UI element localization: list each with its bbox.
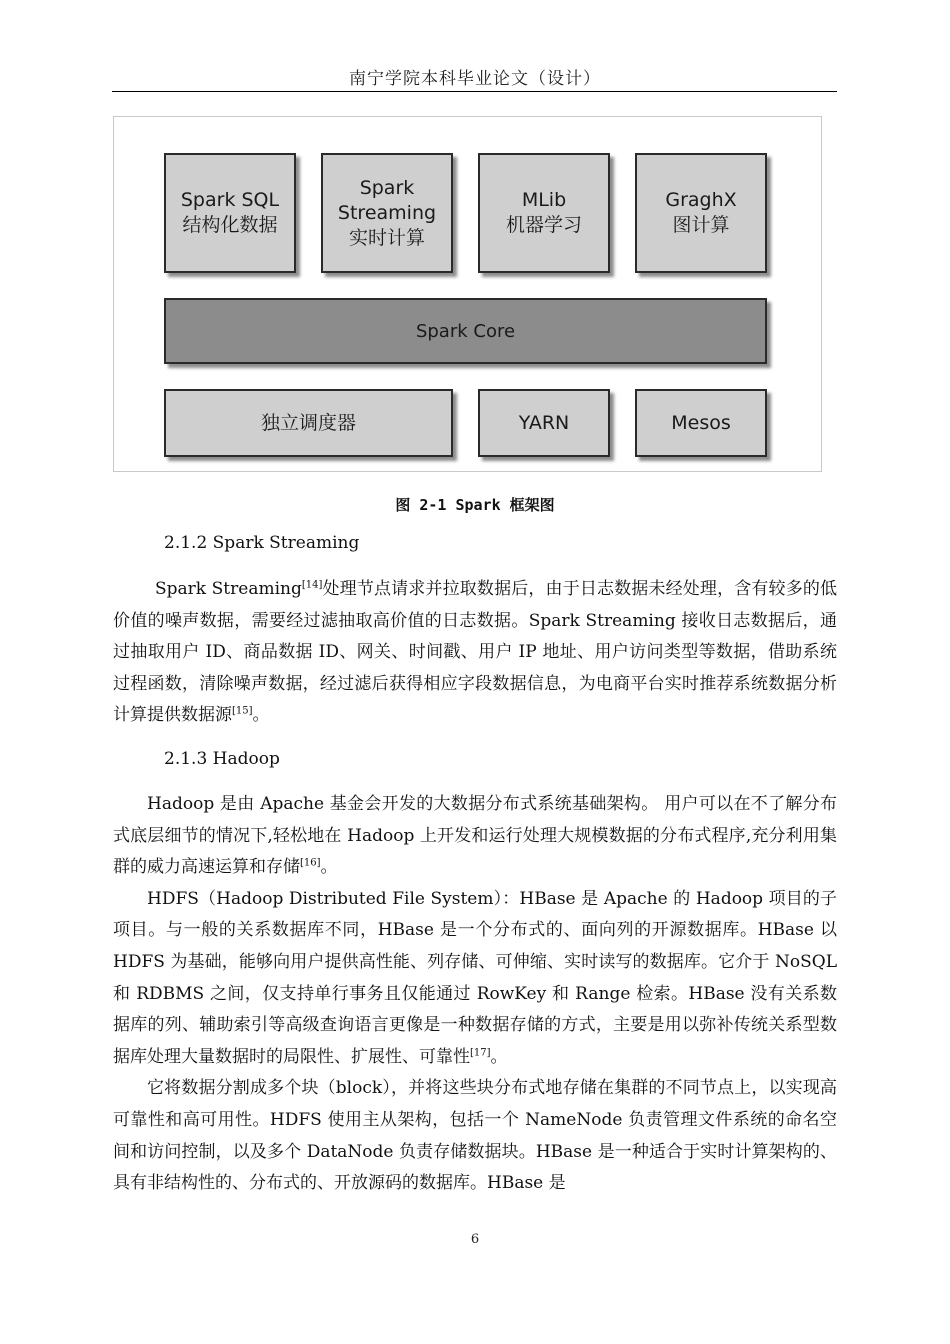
- paragraph-text: 。: [490, 1046, 508, 1067]
- paragraph-hdfs-blocks: 它将数据分割成多个块（block），并将这些块分布式地存储在集群的不同节点上，以实现高可靠性和高可用性。HDFS 使用主从架构，包括一个 NameNode 负责管理文件系统的命名空间和访问控制，以及多个 DataNode 负责存储数据块。HBase 是一种适合于实时计算架构的、具有非结构性的、分布式的、开放源码的数据库。HBase 是: [113, 1078, 837, 1194]
- paragraph-text: HDFS（Hadoop Distributed File System）：HBase 是 Apache 的 Hadoop 项目的子项目。与一般的关系数据库不同，HBase 是一个分布式的、面向列的开源数据库。HBase 以 HDFS 为基础，能够向用户提供高性能、列存储、可伸缩、实时读写的数据库。它介于 NoSQL 和 RDBMS 之间，仅支持单行事务且仅能通过 RowKey 和 Range 检索。HBase 没有关系数据库的列、辅助索引等高级查询语言更像是一种数据存储的方式，主要是用以弥补传统关系型数据库处理大量数据时的局限性、扩展性、可靠性: [113, 888, 837, 1067]
- paragraph-spark-streaming: [113, 574, 837, 732]
- citation: [17]: [470, 1047, 491, 1059]
- paragraph-text: 。: [252, 705, 270, 726]
- section-heading-2-1-3: 2.1.3 Hadoop: [164, 749, 280, 769]
- graphx-block: GraghX 图计算: [635, 153, 767, 273]
- citation: [16]: [300, 857, 321, 869]
- paragraph-hdfs-hbase: [113, 884, 837, 1074]
- spark-streaming-block: Spark Streaming 实时计算: [321, 153, 453, 273]
- spark-core-block: Spark Core: [164, 298, 767, 364]
- paragraph-text: 。: [320, 857, 338, 878]
- paragraph-text: Spark Streaming: [155, 579, 302, 599]
- paragraph-text: 处理节点请求并拉取数据后，由于日志数据未经处理，含有较多的低价值的噪声数据，需要经过滤抽取高价值的日志数据。Spark Streaming 接收日志数据后，通过抽取用户 ID、商品数据 ID、网关、时间戳、用户 IP 地址、用户访问类型等数据，借助系统过程函数，清除噪声数据，经过滤后获得相应字段数据信息，为电商平台实时推荐系统数据分析计算提供数据源: [113, 579, 838, 726]
- section-heading-2-1-2: 2.1.2 Spark Streaming: [164, 533, 360, 553]
- citation: [15]: [232, 705, 253, 717]
- page-header: 南宁学院本科毕业论文（设计）: [349, 69, 601, 89]
- yarn-block: YARN: [478, 389, 610, 457]
- spark-sql-block: Spark SQL 结构化数据: [164, 153, 296, 273]
- mesos-block: Mesos: [635, 389, 767, 457]
- citation: [14]: [301, 579, 323, 591]
- paragraph-hadoop-intro: [113, 789, 837, 884]
- paragraph-text: Hadoop 是由 Apache 基金会开发的大数据分布式系统基础架构。 用户可以在不了解分布式底层细节的情况下,轻松地在 Hadoop 上开发和运行处理大规模数据的分布式程序,充分利用集群的威力高速运算和存储: [113, 794, 837, 878]
- standalone-scheduler-block: 独立调度器: [164, 389, 453, 457]
- spark-architecture-figure: [113, 116, 822, 472]
- paragraphs-hadoop: [113, 789, 837, 1200]
- page-number: 6: [470, 1232, 480, 1247]
- figure-caption: 图 2-1 Spark 框架图: [395, 496, 555, 514]
- mlib-block: MLib 机器学习: [478, 153, 610, 273]
- header-rule: [112, 91, 837, 92]
